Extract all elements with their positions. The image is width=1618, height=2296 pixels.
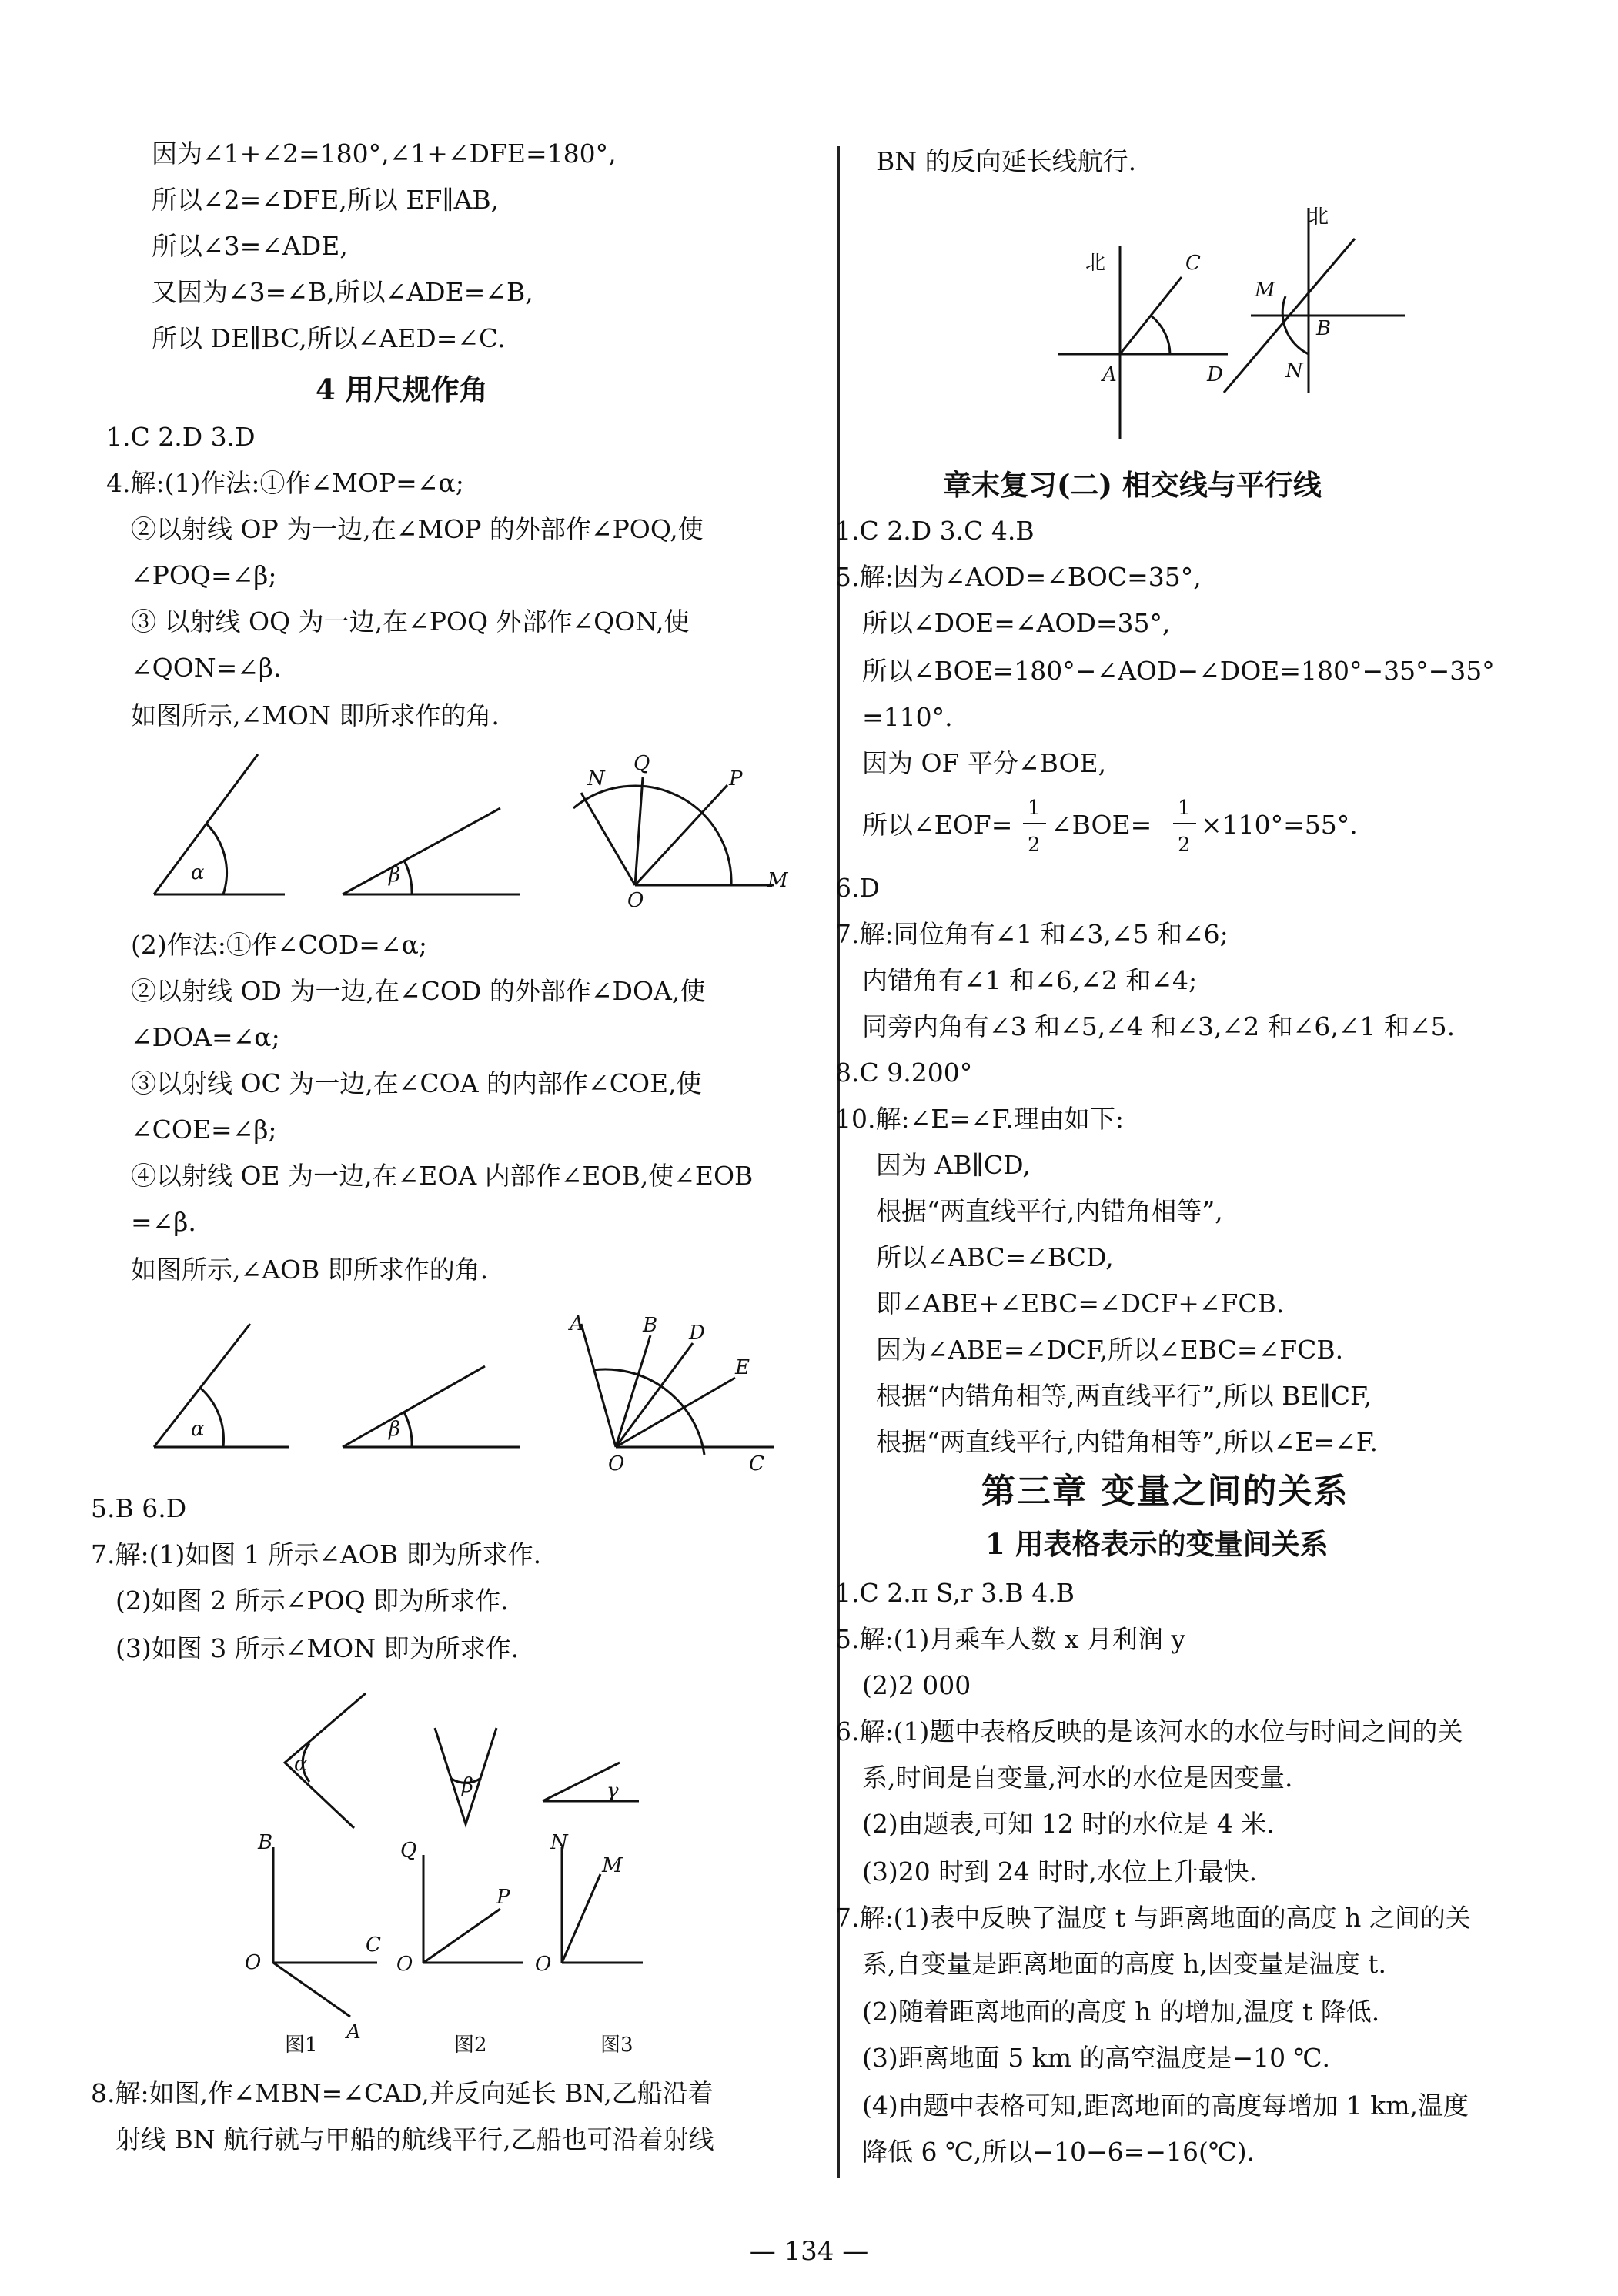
label-P: P (496, 1886, 510, 1909)
text-line: 降低 6 ℃,所以−10−6=−16(℃). (862, 2137, 1255, 2167)
label-alpha: α (191, 861, 205, 884)
answer-line: 5.解:因为∠AOD=∠BOC=35°, (835, 562, 1202, 592)
text-line: 因为∠ABE=∠DCF,所以∠EBC=∠FCB. (876, 1335, 1344, 1365)
caption-fig3: 图3 (600, 2034, 633, 2057)
answer-line: 6.解:(1)题中表格反映的是该河水的水位与时间之间的关 (835, 1716, 1463, 1746)
review-title: 章末复习(二) 相交线与平行线 (943, 468, 1322, 502)
text-line: ∠POQ=∠β; (131, 560, 277, 590)
label-M: M (602, 1854, 623, 1877)
figure-construct-mon (566, 747, 797, 912)
text-line: 同旁内角有∠3 和∠5,∠4 和∠3,∠2 和∠6,∠1 和∠5. (862, 1011, 1456, 1041)
answer-line: 7.解:同位角有∠1 和∠3,∠5 和∠6; (835, 919, 1229, 949)
label-C: C (749, 1452, 764, 1476)
text-line: 因为∠1+∠2=180°,∠1+∠DFE=180°, (152, 139, 617, 169)
text-line: ×110°=55°. (1201, 810, 1358, 840)
text-line: 因为 AB∥CD, (876, 1150, 1031, 1180)
label-O: O (245, 1951, 262, 1974)
svg-text:1: 1 (1028, 797, 1041, 820)
text-line: 射线 BN 航行就与甲船的航线平行,乙船也可沿着射线 (115, 2124, 714, 2154)
label-C: C (1185, 252, 1201, 275)
text-line: (3)距离地面 5 km 的高空温度是−10 ℃. (862, 2043, 1331, 2073)
label-beta: β (462, 1774, 474, 1797)
label-B: B (1316, 317, 1332, 340)
caption-fig1: 图1 (285, 2034, 318, 2057)
text-line: 如图所示,∠AOB 即所求作的角. (131, 1255, 489, 1285)
text-line: (3)20 时到 24 时时,水位上升最快. (862, 1857, 1258, 1887)
text-line: (2)作法:①作∠COD=∠α; (131, 930, 427, 960)
figure-angle-alpha-beta (146, 1308, 531, 1462)
text-line: 内错角有∠1 和∠6,∠2 和∠4; (862, 965, 1198, 995)
label-O: O (396, 1953, 413, 1976)
text-line: 根据“两直线平行,内错角相等”, (876, 1196, 1223, 1226)
text-line: ③以射线 OC 为一边,在∠COA 的内部作∠COE,使 (131, 1068, 702, 1098)
label-A: A (346, 2020, 361, 2044)
caption-fig2: 图2 (454, 2034, 487, 2057)
text-line: 如图所示,∠MON 即所求作的角. (131, 700, 500, 730)
label-O: O (535, 1953, 552, 1976)
text-line: ④以射线 OE 为一边,在∠EOA 内部作∠EOB,使∠EOB (131, 1161, 754, 1191)
figure-angle-alpha (146, 747, 531, 908)
text-line: 因为 OF 平分∠BOE, (862, 748, 1107, 778)
answer-line: 4.解:(1)作法:①作∠MOP=∠α; (106, 468, 464, 498)
figure-3-constructions (239, 1686, 670, 2055)
label-B: B (258, 1831, 273, 1854)
text-line: 又因为∠3=∠B,所以∠ADE=∠B, (152, 277, 533, 307)
answer-line: 7.解:(1)如图 1 所示∠AOB 即为所求作. (91, 1539, 542, 1569)
label-gamma: γ (607, 1780, 619, 1803)
text-line: 所以∠BOE=180°−∠AOD−∠DOE=180°−35°−35° (862, 656, 1495, 686)
label-O: O (627, 889, 644, 912)
text-line: ②以射线 OP 为一边,在∠MOP 的外部作∠POQ,使 (131, 514, 704, 544)
fraction-half (1170, 791, 1201, 861)
answer-line: 5.解:(1)月乘车人数 x 月利润 y (835, 1624, 1186, 1654)
label-north: 北 (1309, 206, 1329, 229)
label-Q: Q (633, 752, 650, 775)
text-line: ②以射线 OD 为一边,在∠COD 的外部作∠DOA,使 (131, 976, 706, 1006)
text-line: 所以∠ABC=∠BCD, (876, 1242, 1114, 1272)
label-north: 北 (1085, 252, 1106, 275)
label-O: O (608, 1452, 625, 1476)
text-line: ③ 以射线 OQ 为一边,在∠POQ 外部作∠QON,使 (131, 607, 690, 637)
label-N: N (550, 1831, 568, 1854)
answer-line: 7.解:(1)表中反映了温度 t 与距离地面的高度 h 之间的关 (835, 1903, 1471, 1933)
answer-line: 5.B 6.D (91, 1493, 187, 1523)
label-D: D (689, 1322, 705, 1345)
answer-line: 1.C 2.π S,r 3.B 4.B (835, 1578, 1075, 1608)
answer-line: 10.解:∠E=∠F.理由如下: (835, 1104, 1125, 1134)
text-line: 所以∠3=∠ADE, (152, 231, 348, 261)
text-line: 即∠ABE+∠EBC=∠DCF+∠FCB. (876, 1288, 1285, 1318)
label-Q: Q (400, 1839, 417, 1862)
text-line: (2)如图 2 所示∠POQ 即为所求作. (115, 1586, 509, 1616)
text-line: (2)由题表,可知 12 时的水位是 4 米. (862, 1809, 1275, 1839)
label-N: N (1285, 359, 1303, 383)
chapter-title: 第三章 变量之间的关系 (981, 1472, 1349, 1511)
text-line: 系,时间是自变量,河水的水位是因变量. (862, 1763, 1293, 1793)
column-divider (837, 146, 840, 2178)
answer-line: 1.C 2.D 3.C 4.B (835, 516, 1035, 546)
answer-line: 6.D (835, 873, 880, 903)
text-line: 根据“内错角相等,两直线平行”,所以 BE∥CF, (876, 1381, 1372, 1411)
text-line: 8.解:如图,作∠MBN=∠CAD,并反向延长 BN,乙船沿着 (91, 2078, 714, 2108)
text-line: 所以∠2=∠DFE,所以 EF∥AB, (152, 185, 500, 215)
text-line: (4)由题中表格可知,距离地面的高度每增加 1 km,温度 (862, 2090, 1469, 2121)
answer-line: 8.C 9.200° (835, 1058, 973, 1088)
text-line: ∠DOA=∠α; (131, 1022, 280, 1052)
label-E: E (735, 1356, 750, 1379)
label-A: A (570, 1312, 584, 1335)
label-A: A (1102, 363, 1117, 386)
svg-text:1: 1 (1178, 797, 1191, 820)
svg-text:2: 2 (1028, 834, 1041, 857)
text-line: 系,自变量是距离地面的高度 h,因变量是温度 t. (862, 1949, 1386, 1979)
text-line: (2)随着距离地面的高度 h 的增加,温度 t 降低. (862, 1997, 1380, 2027)
text-line: =∠β. (131, 1207, 196, 1237)
section-title: 1 用表格表示的变量间关系 (985, 1527, 1329, 1561)
label-beta: β (389, 1418, 401, 1441)
label-B: B (643, 1314, 658, 1337)
label-M: M (767, 869, 788, 892)
label-alpha: α (191, 1418, 205, 1441)
text-line: 所以 DE∥BC,所以∠AED=∠C. (152, 323, 506, 353)
fraction-half (1020, 791, 1051, 861)
label-C: C (366, 1933, 381, 1957)
text-line: =110°. (862, 702, 953, 732)
text-line: ∠QON=∠β. (131, 653, 282, 683)
text-line: 根据“两直线平行,内错角相等”,所以∠E=∠F. (876, 1427, 1379, 1457)
svg-text:2: 2 (1178, 834, 1191, 857)
label-beta: β (389, 864, 401, 887)
figure-ship-routes (1055, 192, 1455, 446)
page-number: — 134 — (749, 2236, 869, 2267)
label-P: P (729, 767, 743, 790)
section-title: 4 用尺规作角 (316, 373, 488, 406)
text-line: (3)如图 3 所示∠MON 即为所求作. (115, 1633, 520, 1663)
text-line: (2)2 000 (862, 1670, 971, 1700)
text-line: 所以∠EOF= (862, 810, 1013, 840)
text-line: BN 的反向延长线航行. (876, 146, 1137, 176)
text-line: ∠BOE= (1051, 810, 1152, 840)
text-line: ∠COE=∠β; (131, 1115, 277, 1145)
label-N: N (587, 767, 605, 790)
text-line: 所以∠DOE=∠AOD=35°, (862, 608, 1171, 638)
label-D: D (1207, 363, 1223, 386)
answer-line: 1.C 2.D 3.D (106, 422, 256, 452)
label-M: M (1255, 279, 1275, 302)
figure-construct-aob (566, 1308, 797, 1474)
label-alpha: α (294, 1753, 308, 1776)
